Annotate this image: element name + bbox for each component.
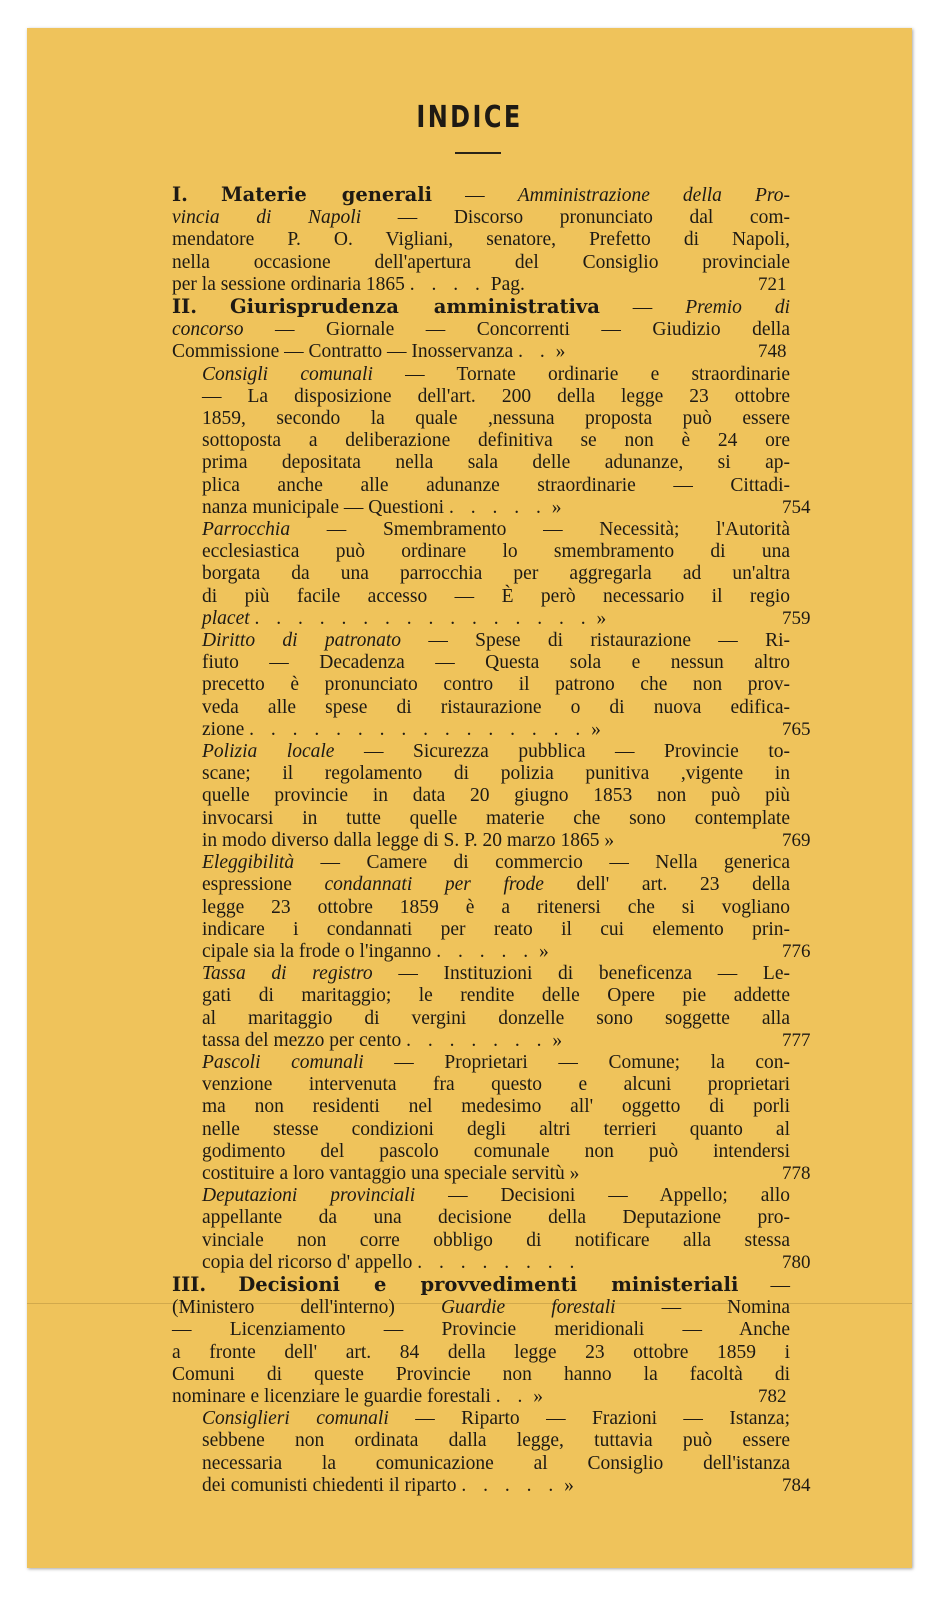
toc-entry-eleggibilita: Eleggibilità — Camere di commercio — Nella generica espressione condannati per frode dell' art. 23 della legge 23 ottobre 1859 è a ritenersi che si vogliano indicare i condannati per reato il cui elemento prin- cipale sia la frode o l'inganno . . . . . » 776 (172, 852, 792, 963)
page-number: 778 (782, 1162, 811, 1184)
page-number: 777 (782, 1029, 811, 1051)
toc-entry-pascoli-comunali: Pascoli comunali — Proprietari — Comune; la con- venzione intervenuta fra questo e alcuni proprietari ma non residenti nel medesimo all' oggetto di porli nelle stesse condizioni degli altri terrieri quanto al godimento del pascolo comunale non può intendersi costituire a loro vantaggio una speciale servitù » 778 (172, 1052, 792, 1185)
toc-entry-diritto-di-patronato: Diritto di patronato — Spese di ristaurazione — Ri- fiuto — Decadenza — Questa sola e nessun altro precetto è pronunciato contro il patrono che non prov- veda alle spese di ristaurazione o di nuova edifica- zione . . . . . . . . . . . . . . . . » 765 (172, 630, 792, 741)
toc-entry-parrocchia: Parrocchia — Smembramento — Necessità; l'Autorità ecclesiastica può ordinare lo smembramento di una borgata da una parrocchia per aggregarla ad un'altra di più facile accesso — È però necessario il regio placet . . . . . . . . . . . . . . . . » 759 (172, 519, 792, 630)
page-title: INDICE (416, 100, 523, 135)
page-number: 780 (782, 1251, 811, 1273)
page-number: 748 (758, 341, 787, 363)
page-number: 776 (782, 940, 811, 962)
page-number: 759 (782, 607, 811, 629)
section-heading: Materie generali (221, 183, 433, 206)
toc-entry-section-1: I. Materie generali — Amministrazione della Pro- vincia di Napoli — Discorso pronunciato dal com- mendatore P. O. Vigliani, senatore, Prefetto di Napoli, nella occasione dell'apertura del Consiglio provinciale per la sessione ordinaria 1865 . . . . Pag. 721 (172, 184, 792, 296)
page-number: 765 (782, 718, 811, 740)
title-rule (455, 152, 501, 154)
table-of-contents (172, 183, 811, 1497)
page-number: 782 (758, 1385, 787, 1407)
document-page (27, 28, 912, 1568)
page-number: 784 (782, 1474, 811, 1496)
toc-entry-tassa-di-registro: Tassa di registro — Instituzioni di beneficenza — Le- gati di maritaggio; le rendite delle Opere pie addette al maritaggio di vergini donzelle sono soggette alla tassa del mezzo per cento . . . . . . . » 777 (172, 963, 792, 1052)
section-heading: Decisioni e provvedimenti ministeriali (238, 1272, 739, 1296)
toc-entry-consiglieri-comunali: Consiglieri comunali — Riparto — Frazioni — Istanza; sebbene non ordinata dalla legge, tuttavia può essere necessaria la comunicazione al Consiglio dell'istanza dei comunisti chiedenti il riparto . . . . . » 784 (172, 1408, 792, 1497)
toc-entry-polizia-locale: Polizia locale — Sicurezza pubblica — Provincie to- scane; il regolamento di polizia punitiva ,vigente in quelle provincie in data 20 giugno 1853 non può più invocarsi in tutte quelle materie che sono contemplate in modo diverso dalla legge di S. P. 20 marzo 1865 » 769 (172, 741, 792, 852)
toc-entry-consigli-comunali: Consigli comunali — Tornate ordinarie e straordinarie — La disposizione dell'art. 200 della legge 23 ottobre 1859, secondo la quale ,nessuna proposta può essere sottoposta a deliberazione definitiva se non è 24 ore prima depositata nella sala delle adunanze, si ap- plica anche alle adunanze straordinarie — Cittadi- nanza municipale — Questioni . . . . . » 754 (172, 364, 792, 519)
toc-entry-section-3: III. Decisioni e provvedimenti ministeriali — (Ministero dell'interno) Guardie forestali — Nomina — Licenziamento — Provincie meridionali — Anche a fronte dell' art. 84 della legge 23 ottobre 1859 i Comuni di queste Provincie non hanno la facoltà di nominare e licenziare le guardie forestali . . » 782 (172, 1274, 792, 1408)
section-heading: Giurisprudenza amministrativa (229, 295, 600, 319)
page-number: 769 (782, 829, 811, 851)
page-number: 754 (782, 496, 811, 518)
toc-entry-section-2: II. Giurisprudenza amministrativa — Premio di concorso — Giornale — Concorrenti — Giudizio della Commissione — Contratto — Inosservanza . . » 748 (172, 296, 792, 364)
toc-entry-deputazioni-provinciali: Deputazioni provinciali — Decisioni — Appello; allo appellante da una decisione della Deputazione pro- vinciale non corre obbligo di notificare alla stessa copia del ricorso d' appello . . . . . . . . 780 (172, 1185, 792, 1274)
page-number: 721 (758, 273, 787, 295)
